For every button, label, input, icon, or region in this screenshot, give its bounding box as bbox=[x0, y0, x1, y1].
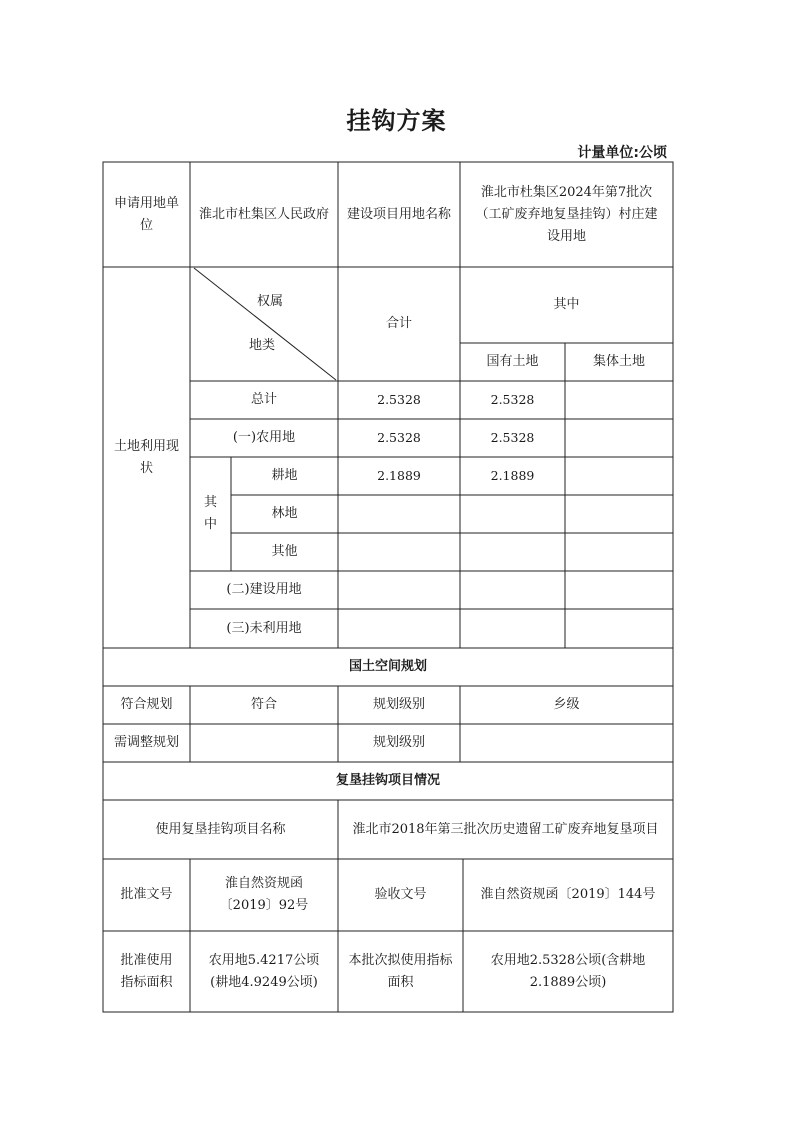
collective-land-header: 集体土地 bbox=[592, 354, 645, 369]
adjust-value bbox=[190, 724, 338, 762]
approved-area-label: 批准使用指标面积 bbox=[120, 952, 173, 990]
acceptance-no-value: 淮自然资规函〔2019〕144号 bbox=[480, 887, 656, 902]
document-title: 挂钩方案 bbox=[346, 107, 447, 135]
cell-construction-total bbox=[338, 571, 460, 609]
row-label-total: 总计 bbox=[250, 392, 277, 407]
row-label-cultivated: 耕地 bbox=[271, 468, 298, 483]
approved-area-value: 农用地5.4217公顷(耕地4.9249公顷) bbox=[208, 952, 320, 990]
of-which-char-1: 其 bbox=[203, 495, 217, 510]
cell-construction-state bbox=[460, 571, 565, 609]
cell-agricultural-total: 2.5328 bbox=[377, 430, 421, 445]
row-label-other: 其他 bbox=[271, 544, 298, 559]
cell-total-total: 2.5328 bbox=[377, 392, 421, 407]
reclamation-project-name-value: 淮北市2018年第三批次历史遗留工矿废弃地复垦项目 bbox=[352, 821, 659, 837]
row-label-construction: (二)建设用地 bbox=[226, 582, 302, 597]
cell-cultivated-total: 2.1889 bbox=[377, 468, 421, 483]
state-land-header: 国有土地 bbox=[486, 354, 539, 369]
adjust-label: 需调整规划 bbox=[113, 735, 179, 750]
level-value-2 bbox=[460, 724, 673, 762]
acceptance-no-label: 验收文号 bbox=[374, 887, 427, 902]
total-col-header: 合计 bbox=[385, 316, 412, 331]
applicant-label: 申请用地单位 bbox=[113, 195, 179, 233]
project-label: 建设项目用地名称 bbox=[346, 206, 451, 222]
planned-area-label: 本批次拟使用指标面积 bbox=[348, 952, 453, 990]
level-value-1: 乡级 bbox=[553, 697, 580, 712]
row-label-forest: 林地 bbox=[271, 506, 298, 521]
cell-construction-collective bbox=[565, 571, 673, 609]
conform-value: 符合 bbox=[250, 697, 277, 712]
project-value: 淮北市杜集区2024年第7批次（工矿废弃地复垦挂钩）村庄建设用地 bbox=[475, 184, 658, 244]
of-which-char-2: 中 bbox=[203, 517, 217, 532]
cell-other-state bbox=[460, 533, 565, 571]
land-use-section-label: 土地利用现状 bbox=[113, 438, 179, 476]
cell-forest-state bbox=[460, 495, 565, 533]
approval-no-label: 批准文号 bbox=[120, 887, 173, 902]
cell-other-collective bbox=[565, 533, 673, 571]
diag-bottom-label: 地类 bbox=[248, 338, 275, 353]
of-which-header: 其中 bbox=[553, 297, 580, 312]
level-label-2: 规划级别 bbox=[372, 735, 425, 750]
cell-unused-total bbox=[338, 609, 460, 648]
planned-area-value: 农用地2.5328公顷(含耕地2.1889公顷) bbox=[490, 952, 646, 990]
cell-agricultural-collective bbox=[565, 419, 673, 457]
cell-total-collective bbox=[565, 381, 673, 419]
row-label-agricultural: (一)农用地 bbox=[232, 430, 296, 445]
cell-cultivated-collective bbox=[565, 457, 673, 495]
cell-forest-total bbox=[338, 495, 460, 533]
applicant-value: 淮北市杜集区人民政府 bbox=[198, 206, 329, 222]
cell-other-total bbox=[338, 533, 460, 571]
reclamation-heading: 复垦挂钩项目情况 bbox=[335, 773, 440, 788]
diagonal-divider bbox=[194, 268, 336, 380]
cell-total-state: 2.5328 bbox=[490, 392, 535, 407]
cell-agricultural-state: 2.5328 bbox=[490, 430, 535, 445]
cell-forest-collective bbox=[565, 495, 673, 533]
approval-no-value: 淮自然资规函〔2019〕92号 bbox=[219, 876, 309, 913]
cell-unused-state bbox=[460, 609, 565, 648]
row-label-unused: (三)未利用地 bbox=[226, 620, 302, 636]
level-label-1: 规划级别 bbox=[372, 697, 425, 712]
planning-heading: 国土空间规划 bbox=[348, 659, 427, 674]
unit-label: 计量单位:公顷 bbox=[577, 145, 667, 161]
cell-unused-collective bbox=[565, 609, 673, 648]
of-which-vertical-label bbox=[190, 457, 231, 571]
cell-cultivated-state: 2.1889 bbox=[490, 468, 535, 483]
reclamation-project-name-label: 使用复垦挂钩项目名称 bbox=[155, 821, 286, 837]
conform-label: 符合规划 bbox=[120, 697, 173, 712]
diag-top-label: 权属 bbox=[256, 294, 283, 309]
